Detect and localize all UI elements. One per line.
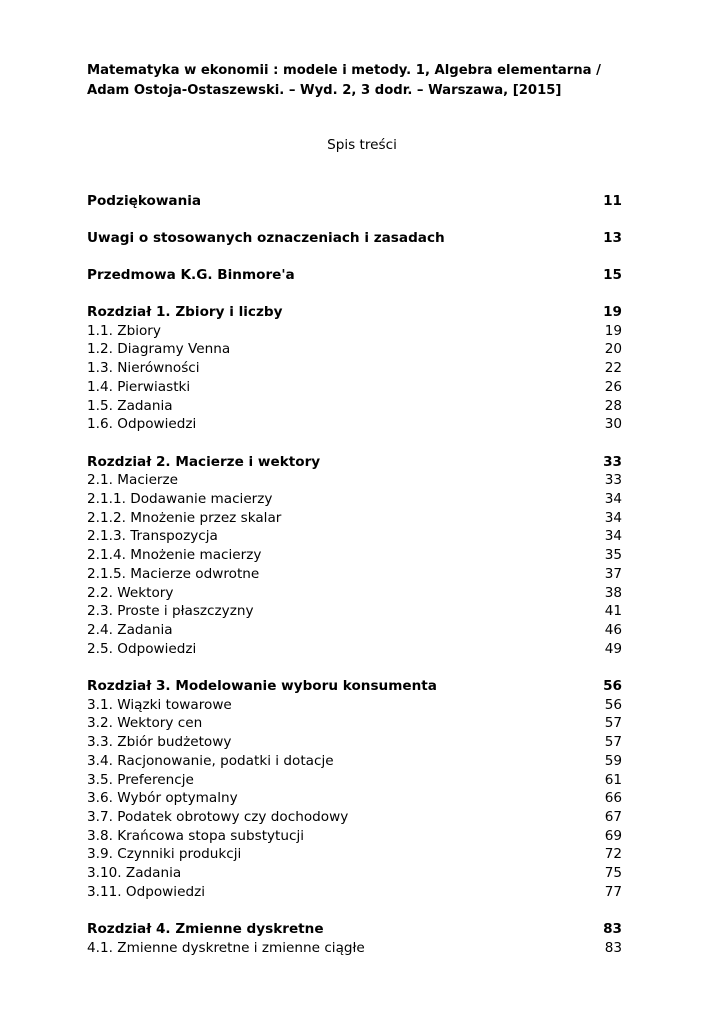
header-line-1: Matematyka w ekonomii : modele i metody. 1, Algebra elementarna / (87, 63, 601, 78)
toc-entry-label: 1.3. Nierówności (87, 360, 200, 377)
toc-entry-label: Rozdział 2. Macierze i wektory (87, 453, 321, 470)
toc-entry (87, 527, 622, 546)
toc-entry-label: 2.3. Proste i płaszczyzny (87, 603, 254, 620)
toc-entry-chapter (87, 303, 622, 322)
toc-entry (87, 864, 622, 883)
toc-entry-label: 3.1. Wiązki towarowe (87, 696, 232, 713)
toc-entry (87, 509, 622, 528)
toc-entry-label: 3.4. Racjonowanie, podatki i dotacje (87, 752, 334, 769)
toc-entry-label: 1.5. Zadania (87, 397, 173, 414)
toc-entry-page: 56 (604, 696, 622, 713)
toc-entry-page: 26 (604, 378, 622, 395)
toc-entry (87, 322, 622, 341)
toc-entry-page: 35 (604, 547, 622, 564)
toc-entry-page: 28 (604, 397, 622, 414)
bibliographic-header (87, 61, 647, 101)
toc-entry-label: 1.4. Pierwiastki (87, 378, 191, 395)
toc-entry-page: 56 (603, 678, 622, 694)
toc-entry-label: 3.6. Wybór optymalny (87, 790, 238, 807)
toc-entry-chapter (87, 192, 622, 211)
toc-entry-label: 4.1. Zmienne dyskretne i zmienne ciągłe (87, 939, 365, 956)
toc-entry-label: 3.10. Zadania (87, 865, 182, 881)
toc-entry-page: 30 (604, 416, 622, 433)
toc-entry (87, 640, 622, 659)
toc-entry-label: 2.1.3. Transpozycja (87, 528, 218, 545)
toc-entry (87, 733, 622, 752)
toc-entry-page: 19 (604, 322, 622, 339)
toc-entry-chapter (87, 920, 622, 939)
toc-entry-chapter (87, 266, 622, 285)
toc-entry-label: 1.2. Diagramy Venna (87, 341, 231, 358)
toc-entry-label: 2.1.5. Macierze odwrotne (87, 565, 260, 582)
toc-entry-label: 3.5. Preferencje (87, 771, 194, 788)
toc-entry-label: 3.9. Czynniki produkcji (87, 846, 242, 863)
toc-entry-page: 22 (604, 360, 622, 377)
toc-entry-label: 2.1. Macierze (87, 472, 179, 489)
toc-entry-page: 57 (604, 715, 622, 732)
toc-entry (87, 584, 622, 603)
toc-entry (87, 471, 622, 490)
toc-entry-page: 75 (604, 865, 622, 881)
toc-entry-page: 15 (603, 267, 622, 283)
toc-entry (87, 939, 622, 958)
toc-entry (87, 789, 622, 808)
toc-entry-chapter (87, 229, 622, 248)
toc-title: Spis treści (327, 137, 397, 153)
toc-entry-page: 11 (603, 193, 622, 209)
toc-entry-label: 2.1.1. Dodawanie macierzy (87, 491, 273, 507)
toc-entry-label: 1.6. Odpowiedzi (87, 416, 197, 433)
toc-entry-label: Rozdział 4. Zmienne dyskretne (87, 921, 324, 937)
toc-entry (87, 378, 622, 397)
toc-entry-page: 20 (604, 341, 622, 358)
toc-entry-page: 59 (604, 752, 622, 769)
toc-entry-label: 3.7. Podatek obrotowy czy dochodowy (87, 808, 349, 825)
toc-entry (87, 415, 622, 434)
toc-entry-page: 34 (604, 528, 622, 545)
toc-entry (87, 845, 622, 864)
toc-entry (87, 359, 622, 378)
toc-entry-label: 3.2. Wektory cen (87, 715, 203, 732)
toc-entry (87, 808, 622, 827)
toc-entry-page: 66 (604, 790, 622, 807)
toc-entry-page: 77 (604, 883, 622, 900)
toc-entry-page: 34 (604, 491, 622, 507)
toc-entry-page: 67 (604, 808, 622, 825)
toc-entry-label: 2.1.4. Mnożenie macierzy (87, 547, 262, 564)
toc-entry (87, 714, 622, 733)
toc-entry-page: 83 (604, 939, 622, 956)
toc-entry-chapter (87, 453, 622, 472)
toc-entry-page: 33 (604, 472, 622, 489)
toc-entry-page: 49 (604, 640, 622, 657)
toc-entry (87, 696, 622, 715)
toc-entry-label: Przedmowa K.G. Binmore'a (87, 267, 295, 283)
toc-entry-page: 61 (604, 771, 622, 788)
toc-entry-label: Podziękowania (87, 193, 202, 209)
toc-entry-page: 69 (604, 827, 622, 844)
toc-entry-label: 3.11. Odpowiedzi (87, 883, 205, 900)
toc-entry-label: 3.8. Krańcowa stopa substytucji (87, 827, 305, 844)
toc-entry (87, 752, 622, 771)
toc-entry-label: 1.1. Zbiory (87, 322, 161, 339)
toc-entry (87, 397, 622, 416)
toc-entry-page: 19 (603, 304, 622, 320)
toc-entry (87, 771, 622, 790)
toc-entry-label: 2.4. Zadania (87, 621, 173, 638)
toc-entry-page: 72 (604, 846, 622, 863)
toc-entry-chapter (87, 677, 622, 696)
toc-entry-label: 2.2. Wektory (87, 584, 174, 601)
toc-entry-page: 33 (603, 453, 622, 470)
toc-entry-page: 37 (604, 565, 622, 582)
toc-entry-page: 13 (603, 230, 622, 246)
toc-entry (87, 827, 622, 846)
toc-entry-page: 57 (604, 734, 622, 751)
toc-entry (87, 490, 622, 509)
toc-entry (87, 546, 622, 565)
toc-entry-page: 41 (604, 603, 622, 620)
toc-entry-page: 46 (604, 621, 622, 638)
toc-entry (87, 565, 622, 584)
toc-entry (87, 883, 622, 902)
toc-entry-label: 3.3. Zbiór budżetowy (87, 734, 232, 751)
toc-entry-label: Rozdział 3. Modelowanie wyboru konsumenta (87, 678, 437, 694)
toc-entry-page: 38 (604, 584, 622, 601)
toc-entry (87, 340, 622, 359)
toc-entry-page: 83 (603, 921, 622, 937)
toc-entry-label: Rozdział 1. Zbiory i liczby (87, 304, 283, 320)
header-line-2: Adam Ostoja-Ostaszewski. – Wyd. 2, 3 dodr. – Warszawa, [2015] (87, 83, 562, 98)
toc-entry-label: Uwagi o stosowanych oznaczeniach i zasadach (87, 230, 445, 246)
toc-entry (87, 602, 622, 621)
toc-entry-label: 2.1.2. Mnożenie przez skalar (87, 509, 282, 526)
toc-entry-page: 34 (604, 509, 622, 526)
toc-entry (87, 621, 622, 640)
toc-entry-label: 2.5. Odpowiedzi (87, 640, 197, 657)
